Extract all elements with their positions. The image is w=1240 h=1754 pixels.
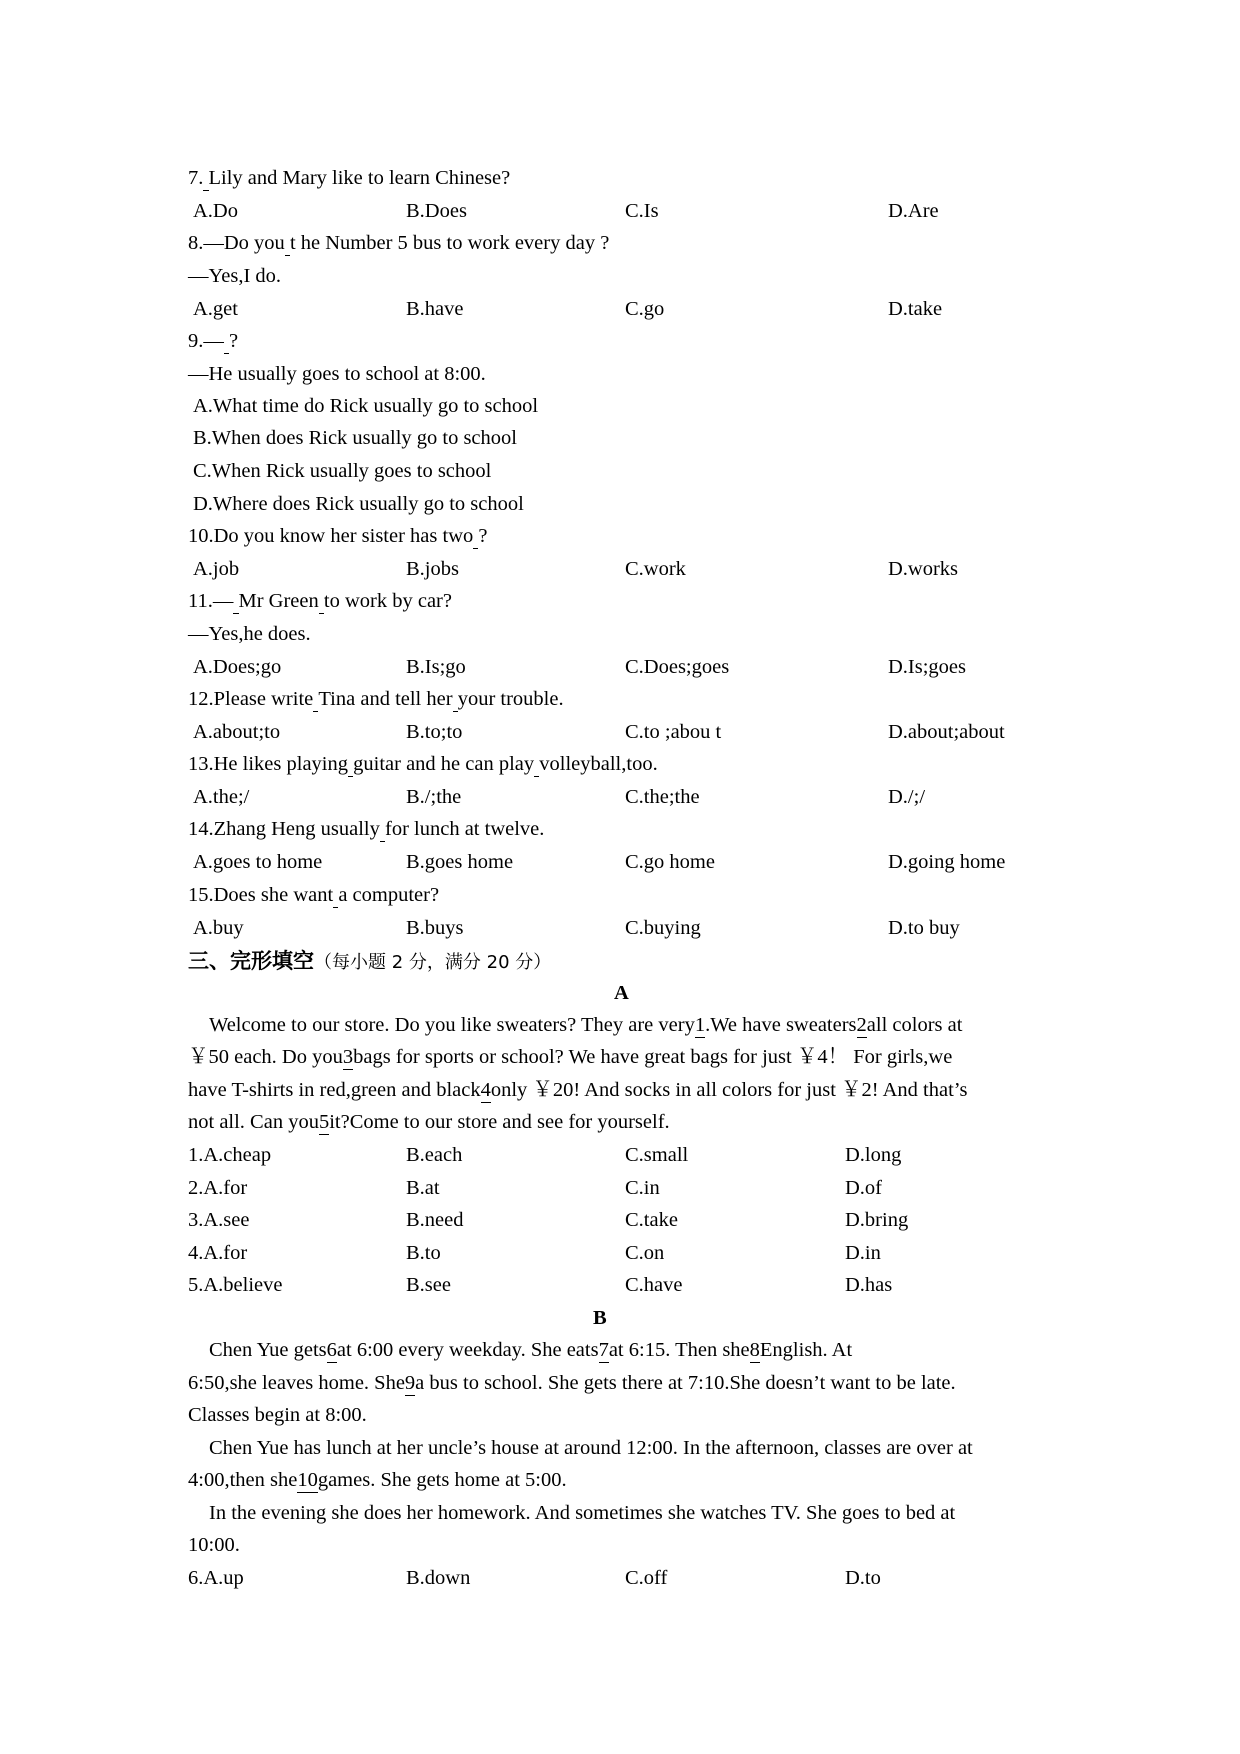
cloze-option: C.on: [625, 1242, 665, 1264]
passage-a-line: have T-shirts in red,green and black4only ￥20! And socks in all colors for just ￥2! And that’s: [188, 1079, 968, 1101]
option: C.When Rick usually goes to school: [193, 460, 492, 482]
cloze-option: B.at: [406, 1177, 440, 1199]
question-8: 8.—Do you t he Number 5 bus to work every day ?: [188, 232, 610, 254]
cloze-option: 1.A.cheap: [188, 1144, 272, 1166]
option: C.Is: [625, 200, 659, 222]
option: B.to;to: [406, 721, 463, 743]
question-14: 14.Zhang Heng usually for lunch at twelve.: [188, 818, 545, 840]
question-12: 12.Please write Tina and tell her your trouble.: [188, 688, 564, 710]
option: D.Where does Rick usually go to school: [193, 493, 524, 515]
option: A.job: [193, 558, 240, 580]
cloze-option: D.of: [845, 1177, 883, 1199]
cloze-blank: 10: [297, 1469, 318, 1491]
cloze-blank: 4: [480, 1079, 491, 1101]
option: B.goes home: [406, 851, 514, 873]
cloze-option: C.off: [625, 1567, 668, 1589]
cloze-option: D.bring: [845, 1209, 909, 1231]
option: D.Is;goes: [888, 656, 967, 678]
option: C.to ;abou t: [625, 721, 722, 743]
question-8-reply: —Yes,I do.: [188, 265, 282, 287]
passage-b-line: 4:00,then she10games. She gets home at 5:00.: [188, 1469, 567, 1491]
cloze-option: 5.A.believe: [188, 1274, 283, 1296]
passage-b-line: 6:50,she leaves home. She9a bus to school. She gets there at 7:10.She doesn’t want to be late.: [188, 1372, 956, 1394]
cloze-option: B.to: [406, 1242, 441, 1264]
cloze-option: 4.A.for: [188, 1242, 248, 1264]
cloze-blank: 8: [749, 1339, 760, 1361]
cloze-option: D.long: [845, 1144, 902, 1166]
question-15: 15.Does she want a computer?: [188, 884, 440, 906]
passage-b-line: 10:00.: [188, 1534, 240, 1556]
cloze-blank: 9: [404, 1372, 416, 1394]
cloze-blank: 5: [318, 1111, 330, 1133]
question-7: 7. Lily and Mary like to learn Chinese?: [188, 167, 511, 189]
option: A.buy: [193, 917, 244, 939]
option: D.about;about: [888, 721, 1005, 743]
passage-b-line: In the evening she does her homework. And sometimes she watches TV. She goes to bed at: [209, 1502, 956, 1524]
cloze-option: C.in: [625, 1177, 660, 1199]
option: D.going home: [888, 851, 1006, 873]
cloze-option: D.in: [845, 1242, 881, 1264]
passage-b-line: Classes begin at 8:00.: [188, 1404, 367, 1426]
option: D.works: [888, 558, 959, 580]
cloze-blank: 7: [598, 1339, 609, 1361]
option: A.about;to: [193, 721, 281, 743]
option: D./;/: [888, 786, 926, 808]
question-11: 11.— Mr Green to work by car?: [188, 590, 452, 612]
option: C.work: [625, 558, 686, 580]
option: B.Does: [406, 200, 467, 222]
option: B.Is;go: [406, 656, 466, 678]
option: C.go: [625, 298, 665, 320]
cloze-option: 2.A.for: [188, 1177, 248, 1199]
option: B.buys: [406, 917, 464, 939]
cloze-option: D.to: [845, 1567, 881, 1589]
passage-b-line: Chen Yue has lunch at her uncle’s house at around 12:00. In the afternoon, classes are over at: [209, 1437, 973, 1459]
cloze-blank: 2: [856, 1014, 867, 1036]
cloze-option: 3.A.see: [188, 1209, 250, 1231]
option: C.go home: [625, 851, 715, 873]
option: A.Does;go: [193, 656, 282, 678]
question-9-reply: —He usually goes to school at 8:00.: [188, 363, 486, 385]
section-heading: 三、完形填空（每小题 2 分，满分 20 分）: [188, 949, 552, 973]
cloze-option: D.has: [845, 1274, 893, 1296]
option: B.have: [406, 298, 464, 320]
option: D.Are: [888, 200, 939, 222]
passage-heading-b: B: [593, 1307, 607, 1329]
cloze-blank: 6: [326, 1339, 337, 1361]
passage-heading-a: A: [614, 982, 629, 1004]
option: D.take: [888, 298, 943, 320]
passage-b-line: Chen Yue gets6at 6:00 every weekday. She eats7at 6:15. Then she8English. At: [209, 1339, 853, 1361]
passage-a-line: not all. Can you5it?Come to our store and see for yourself.: [188, 1111, 670, 1133]
cloze-option: C.have: [625, 1274, 683, 1296]
passage-a-line: Welcome to our store. Do you like sweaters? They are very1.We have sweaters2all colors at: [209, 1014, 963, 1036]
cloze-option: B.need: [406, 1209, 464, 1231]
option: A.get: [193, 298, 238, 320]
cloze-option: B.each: [406, 1144, 463, 1166]
question-10: 10.Do you know her sister has two ?: [188, 525, 488, 547]
cloze-blank: 3: [342, 1046, 354, 1068]
option: A.the;/: [193, 786, 250, 808]
cloze-option: C.take: [625, 1209, 678, 1231]
cloze-option: B.down: [406, 1567, 471, 1589]
passage-a-line: ￥50 each. Do you3bags for sports or school? We have great bags for just ￥4！ For girls,we: [188, 1046, 953, 1068]
option: A.Do: [193, 200, 238, 222]
cloze-blank: 1: [694, 1014, 706, 1036]
cloze-option: 6.A.up: [188, 1567, 244, 1589]
option: B.jobs: [406, 558, 459, 580]
question-11-reply: —Yes,he does.: [188, 623, 311, 645]
option: B.When does Rick usually go to school: [193, 427, 517, 449]
option: C.Does;goes: [625, 656, 730, 678]
option: A.What time do Rick usually go to school: [193, 395, 539, 417]
option: C.the;the: [625, 786, 700, 808]
cloze-option: C.small: [625, 1144, 689, 1166]
option: D.to buy: [888, 917, 960, 939]
option: C.buying: [625, 917, 701, 939]
option: A.goes to home: [193, 851, 323, 873]
cloze-option: B.see: [406, 1274, 451, 1296]
question-13: 13.He likes playing guitar and he can play volleyball,too.: [188, 753, 658, 775]
option: B./;the: [406, 786, 462, 808]
question-9: 9.— ?: [188, 330, 239, 352]
